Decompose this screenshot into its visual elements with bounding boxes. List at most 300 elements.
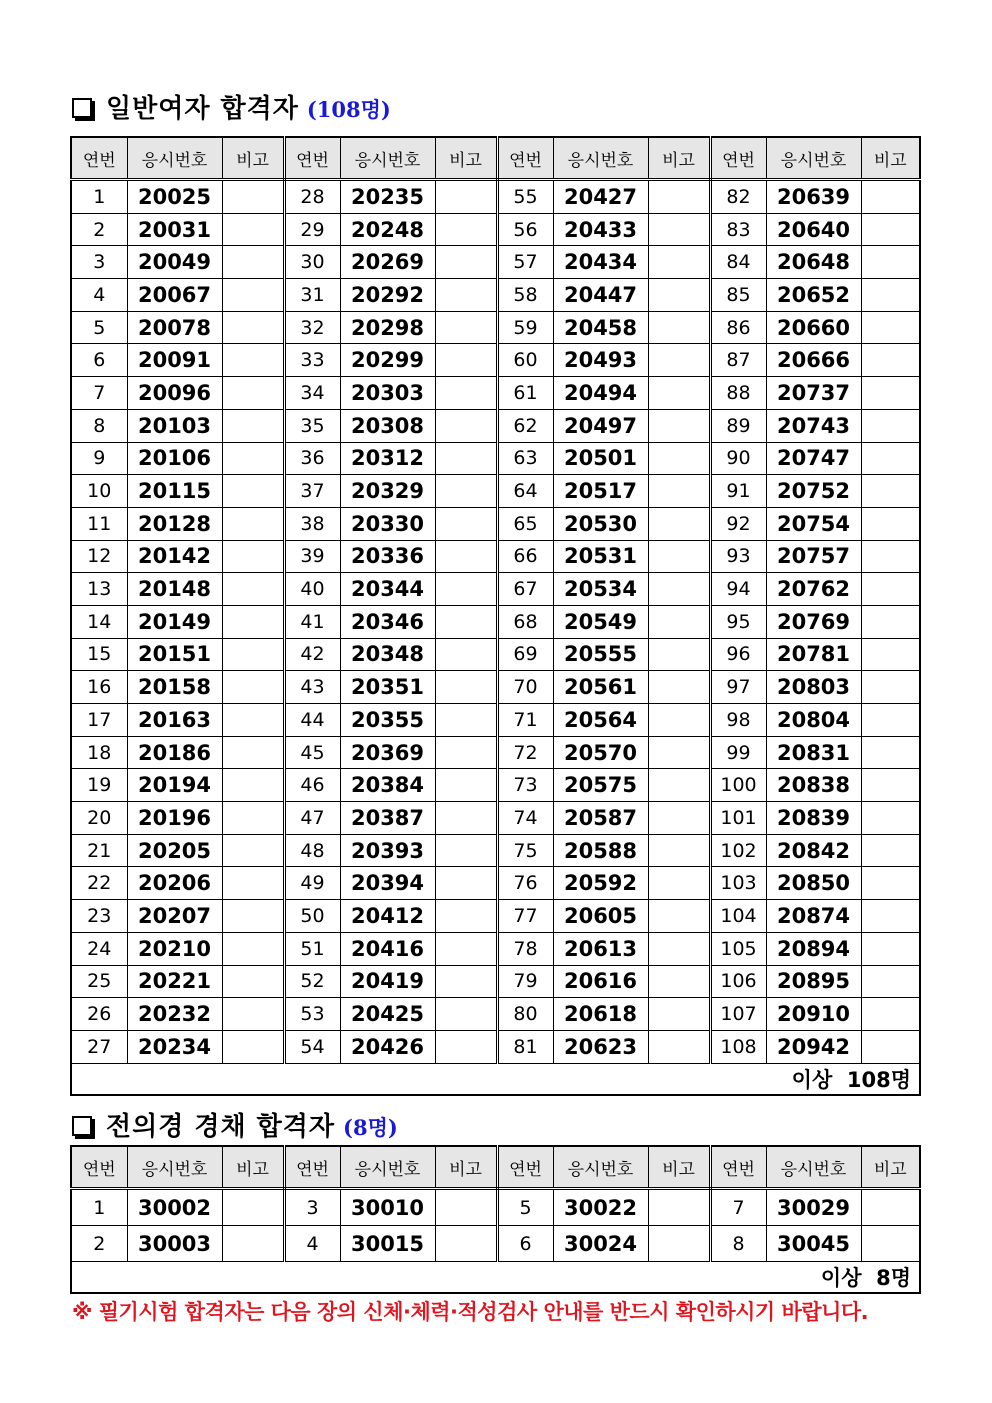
note-cell <box>435 736 497 769</box>
note-cell <box>435 1226 497 1262</box>
exam-number-cell: 20158 <box>127 671 222 704</box>
note-cell <box>435 246 497 279</box>
serial-cell: 88 <box>710 377 766 410</box>
total-row <box>71 1262 920 1294</box>
serial-cell: 83 <box>710 213 766 246</box>
note-cell <box>435 671 497 704</box>
exam-number-cell: 20329 <box>340 475 435 508</box>
serial-cell: 80 <box>497 998 553 1031</box>
note-cell <box>435 769 497 802</box>
serial-cell: 47 <box>284 802 340 835</box>
riot-police-table <box>70 1145 921 1294</box>
table-row <box>71 638 920 671</box>
exam-number-cell: 20895 <box>766 965 861 998</box>
exam-number-cell: 20210 <box>127 932 222 965</box>
serial-cell: 100 <box>710 769 766 802</box>
note-cell <box>435 311 497 344</box>
serial-cell: 38 <box>284 507 340 540</box>
note-cell <box>222 540 284 573</box>
serial-cell: 11 <box>71 507 127 540</box>
note-cell <box>222 573 284 606</box>
notice-text: ※ 필기시험 합격자는 다음 장의 신체·체력·적성검사 안내를 반드시 확인하시기 바랍니다. <box>72 1300 869 1324</box>
exam-number-cell: 20530 <box>553 507 648 540</box>
exam-number-cell: 20747 <box>766 442 861 475</box>
note-cell <box>222 671 284 704</box>
serial-cell: 43 <box>284 671 340 704</box>
note-cell <box>222 344 284 377</box>
note-cell <box>435 377 497 410</box>
note-cell <box>861 998 920 1031</box>
serial-cell: 67 <box>497 573 553 606</box>
note-cell <box>648 507 710 540</box>
header-exam-number: 응시번호 <box>340 137 435 180</box>
exam-number-cell: 20206 <box>127 867 222 900</box>
table-row <box>71 213 920 246</box>
exam-number-cell: 20592 <box>553 867 648 900</box>
exam-number-cell: 20163 <box>127 704 222 737</box>
serial-cell: 55 <box>497 180 553 214</box>
note-cell <box>861 605 920 638</box>
note-cell <box>222 246 284 279</box>
serial-cell: 7 <box>71 377 127 410</box>
header-note: 비고 <box>648 137 710 180</box>
note-cell <box>222 311 284 344</box>
exam-number-cell: 20616 <box>553 965 648 998</box>
header-exam-number: 응시번호 <box>127 1146 222 1189</box>
note-cell <box>222 638 284 671</box>
serial-cell: 59 <box>497 311 553 344</box>
serial-cell: 10 <box>71 475 127 508</box>
exam-number-cell: 20752 <box>766 475 861 508</box>
exam-number-cell: 20344 <box>340 573 435 606</box>
exam-number-cell: 20660 <box>766 311 861 344</box>
serial-cell: 33 <box>284 344 340 377</box>
exam-number-cell: 20575 <box>553 769 648 802</box>
exam-number-cell: 20115 <box>127 475 222 508</box>
note-cell <box>648 965 710 998</box>
exam-number-cell: 20910 <box>766 998 861 1031</box>
exam-number-cell: 20067 <box>127 279 222 312</box>
note-cell <box>861 704 920 737</box>
note-cell <box>648 213 710 246</box>
exam-number-cell: 20128 <box>127 507 222 540</box>
note-cell <box>435 180 497 214</box>
table-row <box>71 802 920 835</box>
serial-cell: 25 <box>71 965 127 998</box>
exam-number-cell: 20298 <box>340 311 435 344</box>
serial-cell: 57 <box>497 246 553 279</box>
serial-cell: 62 <box>497 409 553 442</box>
table-row <box>71 769 920 802</box>
serial-cell: 18 <box>71 736 127 769</box>
header-note: 비고 <box>435 137 497 180</box>
note-cell <box>435 475 497 508</box>
serial-cell: 79 <box>497 965 553 998</box>
serial-cell: 39 <box>284 540 340 573</box>
header-serial: 연번 <box>71 1146 127 1189</box>
exam-number-cell: 20031 <box>127 213 222 246</box>
exam-number-cell: 20874 <box>766 900 861 933</box>
note-cell <box>435 409 497 442</box>
exam-number-cell: 30010 <box>340 1189 435 1226</box>
table-row <box>71 180 920 214</box>
exam-number-cell: 20757 <box>766 540 861 573</box>
table-row <box>71 507 920 540</box>
table-row <box>71 1030 920 1063</box>
serial-cell: 28 <box>284 180 340 214</box>
note-cell <box>222 377 284 410</box>
exam-number-cell: 20555 <box>553 638 648 671</box>
exam-number-cell: 20781 <box>766 638 861 671</box>
exam-number-cell: 20501 <box>553 442 648 475</box>
note-cell <box>648 475 710 508</box>
note-cell <box>222 802 284 835</box>
note-cell <box>222 900 284 933</box>
table-row <box>71 442 920 475</box>
note-cell <box>648 900 710 933</box>
note-cell <box>861 409 920 442</box>
note-cell <box>648 409 710 442</box>
exam-number-cell: 20426 <box>340 1030 435 1063</box>
exam-number-cell: 20196 <box>127 802 222 835</box>
exam-number-cell: 20564 <box>553 704 648 737</box>
exam-number-cell: 20194 <box>127 769 222 802</box>
note-cell <box>648 573 710 606</box>
exam-number-cell: 30024 <box>553 1226 648 1262</box>
exam-number-cell: 20355 <box>340 704 435 737</box>
total-count: 이상 108명 <box>71 1063 920 1095</box>
exam-number-cell: 20531 <box>553 540 648 573</box>
serial-cell: 24 <box>71 932 127 965</box>
exam-number-cell: 20149 <box>127 605 222 638</box>
serial-cell: 53 <box>284 998 340 1031</box>
note-cell <box>861 344 920 377</box>
serial-cell: 77 <box>497 900 553 933</box>
exam-number-cell: 20831 <box>766 736 861 769</box>
exam-number-cell: 20652 <box>766 279 861 312</box>
header-exam-number: 응시번호 <box>340 1146 435 1189</box>
table-row <box>71 998 920 1031</box>
header-note: 비고 <box>648 1146 710 1189</box>
exam-number-cell: 20894 <box>766 932 861 965</box>
serial-cell: 94 <box>710 573 766 606</box>
serial-cell: 99 <box>710 736 766 769</box>
serial-cell: 81 <box>497 1030 553 1063</box>
serial-cell: 12 <box>71 540 127 573</box>
serial-cell: 84 <box>710 246 766 279</box>
table-header-row <box>71 137 920 180</box>
serial-cell: 98 <box>710 704 766 737</box>
serial-cell: 68 <box>497 605 553 638</box>
note-cell <box>648 932 710 965</box>
note-cell <box>861 1226 920 1262</box>
exam-number-cell: 20588 <box>553 834 648 867</box>
table-row <box>71 475 920 508</box>
exam-number-cell: 20336 <box>340 540 435 573</box>
table-row <box>71 311 920 344</box>
table-row <box>71 736 920 769</box>
note-cell <box>222 736 284 769</box>
note-cell <box>222 704 284 737</box>
note-cell <box>435 900 497 933</box>
exam-number-cell: 20613 <box>553 932 648 965</box>
section-count: (108명) <box>306 97 391 122</box>
serial-cell: 3 <box>284 1189 340 1226</box>
serial-cell: 52 <box>284 965 340 998</box>
checkbox-square-icon <box>72 98 92 118</box>
note-cell <box>222 180 284 214</box>
exam-number-cell: 20330 <box>340 507 435 540</box>
serial-cell: 97 <box>710 671 766 704</box>
header-serial: 연번 <box>284 1146 340 1189</box>
note-cell <box>648 834 710 867</box>
note-cell <box>435 573 497 606</box>
table-row <box>71 834 920 867</box>
note-cell <box>648 540 710 573</box>
note-cell <box>435 834 497 867</box>
note-cell <box>222 1189 284 1226</box>
section-title-general-female <box>72 88 391 125</box>
serial-cell: 49 <box>284 867 340 900</box>
note-cell <box>222 409 284 442</box>
exam-number-cell: 20493 <box>553 344 648 377</box>
note-cell <box>435 344 497 377</box>
serial-cell: 5 <box>71 311 127 344</box>
exam-number-cell: 20387 <box>340 802 435 835</box>
note-cell <box>861 769 920 802</box>
table-row <box>71 344 920 377</box>
serial-cell: 42 <box>284 638 340 671</box>
serial-cell: 61 <box>497 377 553 410</box>
exam-number-cell: 30003 <box>127 1226 222 1262</box>
exam-number-cell: 20517 <box>553 475 648 508</box>
note-cell <box>648 867 710 900</box>
serial-cell: 23 <box>71 900 127 933</box>
exam-number-cell: 20303 <box>340 377 435 410</box>
note-cell <box>222 507 284 540</box>
serial-cell: 20 <box>71 802 127 835</box>
exam-number-cell: 20587 <box>553 802 648 835</box>
serial-cell: 45 <box>284 736 340 769</box>
serial-cell: 1 <box>71 1189 127 1226</box>
header-serial: 연번 <box>710 137 766 180</box>
serial-cell: 32 <box>284 311 340 344</box>
serial-cell: 63 <box>497 442 553 475</box>
exam-number-cell: 30022 <box>553 1189 648 1226</box>
table-row <box>71 671 920 704</box>
note-cell <box>435 932 497 965</box>
serial-cell: 40 <box>284 573 340 606</box>
serial-cell: 60 <box>497 344 553 377</box>
serial-cell: 73 <box>497 769 553 802</box>
note-cell <box>861 1189 920 1226</box>
serial-cell: 85 <box>710 279 766 312</box>
exam-number-cell: 20142 <box>127 540 222 573</box>
note-cell <box>222 279 284 312</box>
exam-number-cell: 20605 <box>553 900 648 933</box>
exam-number-cell: 20570 <box>553 736 648 769</box>
note-cell <box>861 573 920 606</box>
exam-number-cell: 20148 <box>127 573 222 606</box>
exam-number-cell: 20235 <box>340 180 435 214</box>
serial-cell: 90 <box>710 442 766 475</box>
note-cell <box>435 638 497 671</box>
exam-number-cell: 20640 <box>766 213 861 246</box>
exam-number-cell: 20393 <box>340 834 435 867</box>
note-cell <box>435 213 497 246</box>
note-cell <box>435 1189 497 1226</box>
header-serial: 연번 <box>497 137 553 180</box>
header-exam-number: 응시번호 <box>553 137 648 180</box>
serial-cell: 41 <box>284 605 340 638</box>
note-cell <box>648 736 710 769</box>
exam-number-cell: 20186 <box>127 736 222 769</box>
exam-number-cell: 20639 <box>766 180 861 214</box>
header-serial: 연번 <box>284 137 340 180</box>
note-cell <box>648 638 710 671</box>
note-cell <box>648 311 710 344</box>
exam-number-cell: 20804 <box>766 704 861 737</box>
exam-number-cell: 20425 <box>340 998 435 1031</box>
serial-cell: 44 <box>284 704 340 737</box>
serial-cell: 102 <box>710 834 766 867</box>
note-cell <box>222 1030 284 1063</box>
header-note: 비고 <box>861 1146 920 1189</box>
exam-number-cell: 20447 <box>553 279 648 312</box>
note-cell <box>222 442 284 475</box>
table-row <box>71 965 920 998</box>
note-cell <box>648 442 710 475</box>
table-row <box>71 932 920 965</box>
serial-cell: 64 <box>497 475 553 508</box>
serial-cell: 3 <box>71 246 127 279</box>
header-exam-number: 응시번호 <box>766 137 861 180</box>
note-cell <box>222 834 284 867</box>
exam-number-cell: 20549 <box>553 605 648 638</box>
note-cell <box>648 1030 710 1063</box>
exam-number-cell: 20049 <box>127 246 222 279</box>
note-cell <box>861 377 920 410</box>
serial-cell: 105 <box>710 932 766 965</box>
exam-number-cell: 30029 <box>766 1189 861 1226</box>
exam-number-cell: 20762 <box>766 573 861 606</box>
note-cell <box>861 1030 920 1063</box>
exam-number-cell: 20384 <box>340 769 435 802</box>
serial-cell: 107 <box>710 998 766 1031</box>
exam-number-cell: 20221 <box>127 965 222 998</box>
note-cell <box>648 769 710 802</box>
total-count: 이상 8명 <box>71 1262 920 1294</box>
serial-cell: 95 <box>710 605 766 638</box>
note-cell <box>222 769 284 802</box>
serial-cell: 72 <box>497 736 553 769</box>
serial-cell: 15 <box>71 638 127 671</box>
exam-number-cell: 20346 <box>340 605 435 638</box>
table-row <box>71 377 920 410</box>
note-cell <box>222 998 284 1031</box>
exam-number-cell: 20497 <box>553 409 648 442</box>
table-row <box>71 573 920 606</box>
note-cell <box>435 802 497 835</box>
serial-cell: 7 <box>710 1189 766 1226</box>
table-header-row <box>71 1146 920 1189</box>
exam-number-cell: 20269 <box>340 246 435 279</box>
note-cell <box>435 605 497 638</box>
table-row <box>71 279 920 312</box>
exam-number-cell: 20106 <box>127 442 222 475</box>
note-cell <box>861 246 920 279</box>
serial-cell: 56 <box>497 213 553 246</box>
serial-cell: 14 <box>71 605 127 638</box>
note-cell <box>222 965 284 998</box>
exam-number-cell: 20151 <box>127 638 222 671</box>
exam-number-cell: 20096 <box>127 377 222 410</box>
note-cell <box>435 540 497 573</box>
note-cell <box>435 867 497 900</box>
serial-cell: 5 <box>497 1189 553 1226</box>
serial-cell: 92 <box>710 507 766 540</box>
serial-cell: 4 <box>71 279 127 312</box>
table-row <box>71 704 920 737</box>
serial-cell: 101 <box>710 802 766 835</box>
exam-number-cell: 20494 <box>553 377 648 410</box>
serial-cell: 16 <box>71 671 127 704</box>
header-note: 비고 <box>861 137 920 180</box>
serial-cell: 58 <box>497 279 553 312</box>
note-cell <box>861 442 920 475</box>
header-note: 비고 <box>222 137 284 180</box>
exam-number-cell: 20416 <box>340 932 435 965</box>
exam-number-cell: 20292 <box>340 279 435 312</box>
serial-cell: 21 <box>71 834 127 867</box>
note-cell <box>435 704 497 737</box>
serial-cell: 6 <box>497 1226 553 1262</box>
exam-number-cell: 20839 <box>766 802 861 835</box>
serial-cell: 93 <box>710 540 766 573</box>
serial-cell: 26 <box>71 998 127 1031</box>
exam-number-cell: 30045 <box>766 1226 861 1262</box>
serial-cell: 108 <box>710 1030 766 1063</box>
serial-cell: 66 <box>497 540 553 573</box>
exam-number-cell: 20850 <box>766 867 861 900</box>
serial-cell: 82 <box>710 180 766 214</box>
note-cell <box>861 540 920 573</box>
exam-number-cell: 20103 <box>127 409 222 442</box>
note-cell <box>222 475 284 508</box>
section-title-text: 일반여자 합격자 <box>106 94 299 124</box>
note-cell <box>222 1226 284 1262</box>
serial-cell: 35 <box>284 409 340 442</box>
exam-number-cell: 20769 <box>766 605 861 638</box>
exam-number-cell: 20427 <box>553 180 648 214</box>
note-cell <box>861 671 920 704</box>
note-cell <box>861 867 920 900</box>
note-cell <box>861 279 920 312</box>
serial-cell: 86 <box>710 311 766 344</box>
serial-cell: 106 <box>710 965 766 998</box>
serial-cell: 76 <box>497 867 553 900</box>
table-row <box>71 409 920 442</box>
serial-cell: 30 <box>284 246 340 279</box>
note-cell <box>222 605 284 638</box>
note-cell <box>435 1030 497 1063</box>
note-cell <box>861 965 920 998</box>
serial-cell: 22 <box>71 867 127 900</box>
exam-number-cell: 20312 <box>340 442 435 475</box>
exam-number-cell: 20248 <box>340 213 435 246</box>
header-serial: 연번 <box>497 1146 553 1189</box>
serial-cell: 96 <box>710 638 766 671</box>
